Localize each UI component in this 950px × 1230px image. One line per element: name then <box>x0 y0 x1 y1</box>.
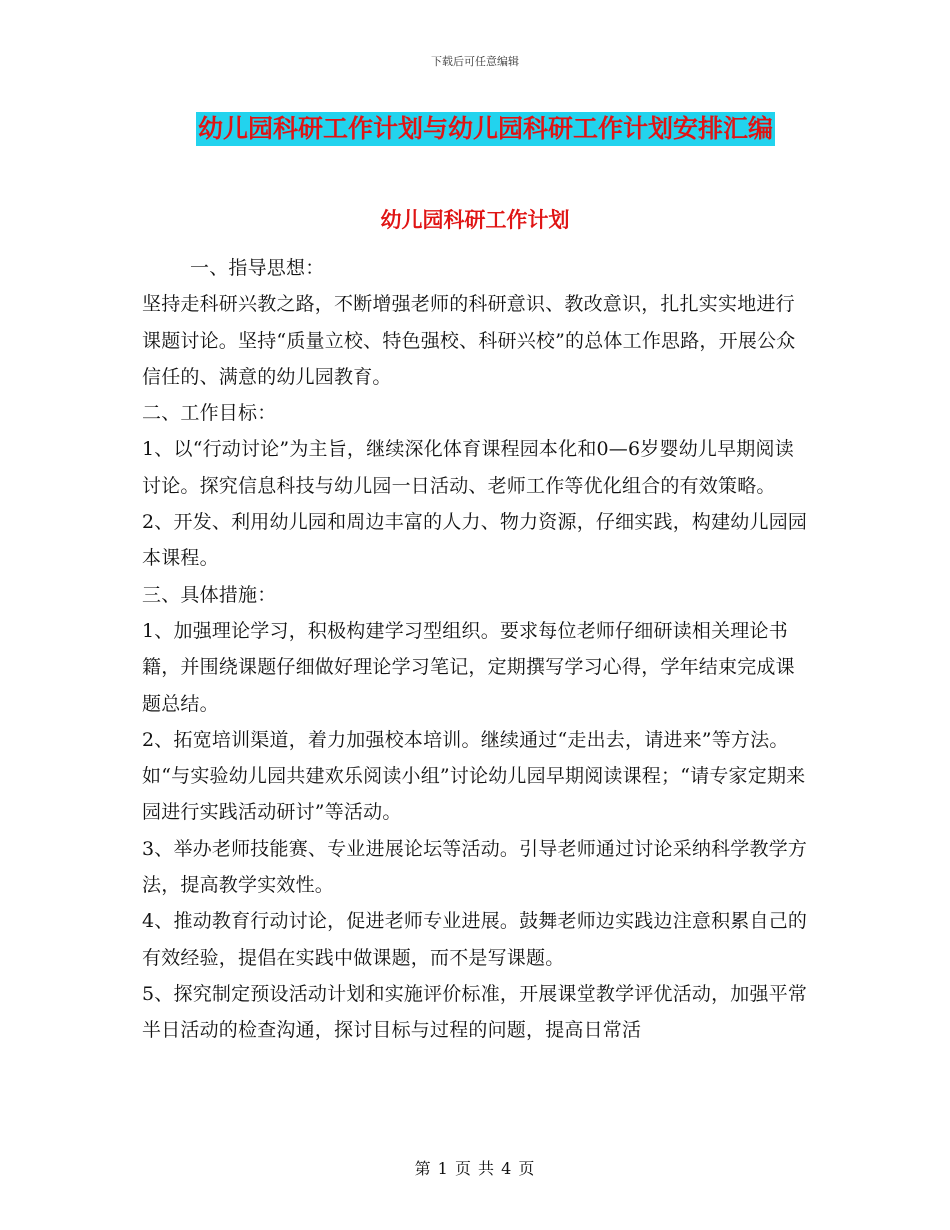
paragraph-measure-3: 3、举办老师技能赛、专业进展论坛等活动。引导老师通过讨论采纳科学教学方法，提高教学实效性。 <box>142 837 808 897</box>
heading-work-goals: 二、工作目标： <box>142 402 277 425</box>
page-header-note: 下载后可任意编辑 <box>431 55 519 68</box>
paragraph-ideology: 坚持走科研兴教之路，不断增强老师的科研意识、教改意识，扎扎实实地进行课题讨论。坚持“质量立校、特色强校、科研兴校”的总体工作思路，开展公众信任的、满意的幼儿园教育。 <box>142 293 796 388</box>
paragraph-measure-1: 1、加强理论学习，积极构建学习型组织。要求每位老师仔细研读相关理论书籍，并围绕课题仔细做好理论学习笔记，定期撰写学习心得，学年结束完成课题总结。 <box>142 619 795 715</box>
section-title: 幼儿园科研工作计划 <box>380 208 570 232</box>
paragraph-goal-2: 2、开发、利用幼儿园和周边丰富的人力、物力资源，仔细实践，构建幼儿园园本课程。 <box>142 511 808 570</box>
paragraph-measure-4: 4、推动教育行动讨论，促进老师专业进展。鼓舞老师边实践边注意积累自己的有效经验，提倡在实践中做课题，而不是写课题。 <box>142 910 808 969</box>
paragraph-measure-2: 2、拓宽培训渠道，着力加强校本培训。继续通过“走出去，请进来”等方法。如“与实验幼儿园共建欢乐阅读小组”讨论幼儿园早期阅读课程；“请专家定期来园进行实践活动研讨”等活动。 <box>142 728 806 824</box>
page-number: 第 1 页 共 4 页 <box>414 1159 536 1178</box>
heading-guiding-ideology: 一、指导思想： <box>190 257 325 279</box>
paragraph-goal-1: 1、以“行动讨论”为主旨，继续深化体育课程园本化和0—6岁婴幼儿早期阅读讨论。探究信息科技与幼儿园一日活动、老师工作等优化组合的有效策略。 <box>142 438 794 497</box>
paragraph-measure-5: 5、探究制定预设活动计划和实施评价标准，开展课堂教学评优活动，加强平常半日活动的检查沟通，探讨目标与过程的问题，提高日常活 <box>142 982 808 1042</box>
main-title-container <box>196 112 802 148</box>
document-title: 幼儿园科研工作计划与幼儿园科研工作计划安排汇编 <box>196 112 775 146</box>
heading-measures: 三、具体措施： <box>142 583 277 606</box>
document-body <box>142 250 810 1049</box>
